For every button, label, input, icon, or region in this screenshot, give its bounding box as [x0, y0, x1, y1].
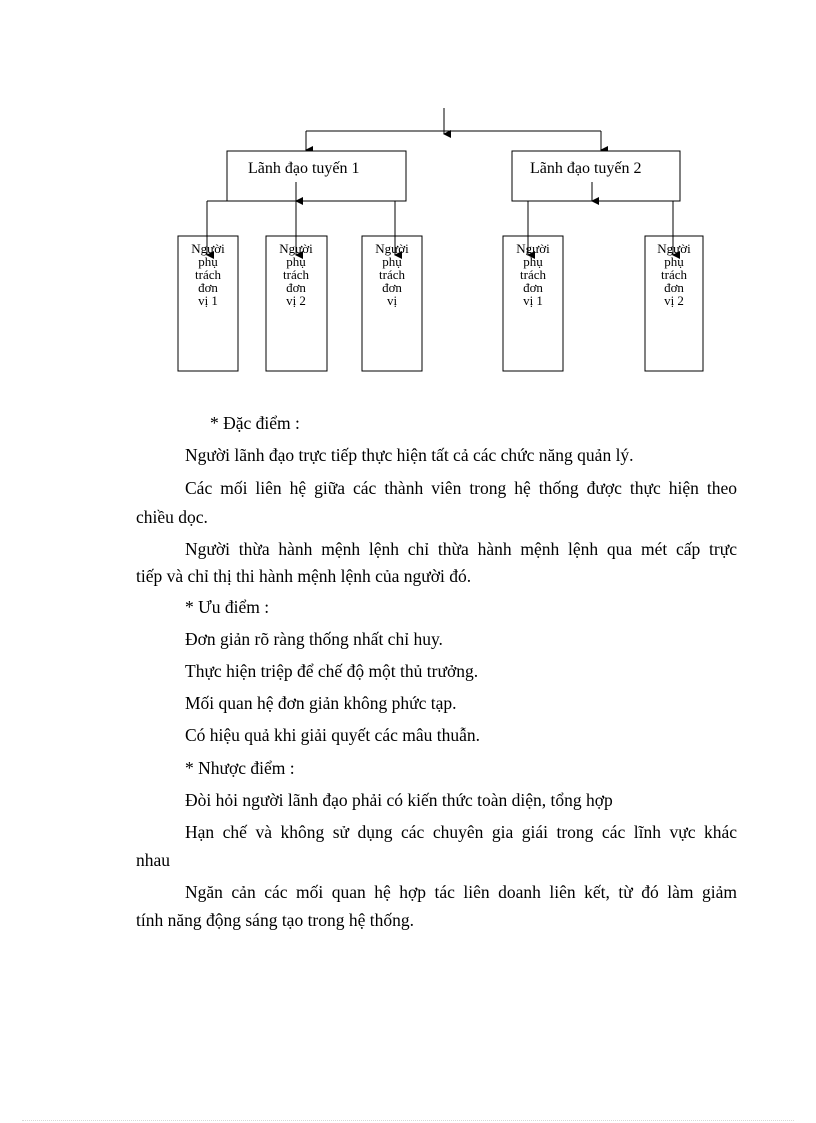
unit-5-line-1: Người	[657, 241, 691, 256]
dac-diem-item-2-line-2: chiều dọc.	[136, 507, 208, 527]
unit-1-line-1: Người	[191, 241, 225, 256]
unit-2-line-1: Người	[279, 241, 313, 256]
unit-2-line-2: phụ	[286, 254, 306, 269]
uu-diem-item-1: Đơn giản rõ ràng thống nhất chỉ huy.	[185, 629, 443, 649]
unit-5-line-2: phụ	[664, 254, 684, 269]
leader-box-2	[512, 151, 680, 201]
dac-diem-item-2-line-1: Các mối liên hệ giữa các thành viên trong hệ thống được thực hiện theo	[185, 478, 737, 498]
unit-4-line-5: vị 1	[523, 293, 543, 308]
unit-4-line-3: trách	[520, 267, 546, 282]
unit-1-line-2: phụ	[198, 254, 218, 269]
unit-box-5	[645, 236, 703, 371]
unit-4-line-1: Người	[516, 241, 550, 256]
nhuoc-diem-item-3-line-2: tính năng động sáng tạo trong hệ thống.	[136, 910, 415, 930]
uu-diem-heading: * Ưu điểm :	[185, 597, 270, 617]
unit-5-line-4: đơn	[664, 280, 684, 295]
uu-diem-item-2: Thực hiện triệp để chế độ một thủ trưởng.	[185, 661, 479, 681]
nhuoc-diem-heading: * Nhược điểm :	[185, 758, 295, 778]
unit-1-line-3: trách	[195, 267, 221, 282]
unit-1-line-4: đơn	[198, 280, 218, 295]
unit-box-4	[503, 236, 563, 371]
dac-diem-heading: * Đặc điểm :	[210, 413, 300, 433]
nhuoc-diem-item-2-line-2: nhau	[136, 850, 171, 870]
unit-2-line-4: đơn	[286, 280, 306, 295]
unit-3-line-3: trách	[379, 267, 405, 282]
unit-4-line-4: đơn	[523, 280, 543, 295]
unit-5-line-5: vị 2	[664, 293, 684, 308]
dac-diem-item-3-line-2: tiếp và chỉ thị thi hành mệnh lệnh của người đó.	[136, 566, 472, 586]
unit-5-line-3: trách	[661, 267, 687, 282]
leader-1-label: Lãnh đạo tuyến 1	[248, 160, 360, 177]
unit-4-line-2: phụ	[523, 254, 543, 269]
page-bottom-rule	[22, 1120, 794, 1121]
leader-box-1	[227, 151, 406, 201]
unit-1-line-5: vị 1	[198, 293, 218, 308]
unit-3-line-2: phụ	[382, 254, 402, 269]
unit-box-2	[266, 236, 327, 371]
nhuoc-diem-item-3-line-1: Ngăn cản các mối quan hệ hợp tác liên doanh liên kết, từ đó làm giảm	[185, 882, 737, 902]
unit-3-line-4: đơn	[382, 280, 402, 295]
dac-diem-item-1: Người lãnh đạo trực tiếp thực hiện tất cả các chức năng quản lý.	[185, 445, 634, 465]
nhuoc-diem-item-1: Đòi hỏi người lãnh đạo phải có kiến thức toàn diện, tổng hợp	[185, 790, 613, 810]
uu-diem-item-3: Mối quan hệ đơn giản không phức tạp.	[185, 693, 457, 713]
nhuoc-diem-item-2-line-1: Hạn chế và không sử dụng các chuyên gia giái trong các lĩnh vực khác	[185, 822, 737, 842]
unit-3-line-5: vị	[386, 293, 398, 308]
leader-2-label: Lãnh đạo tuyến 2	[530, 160, 642, 177]
unit-box-3	[362, 236, 422, 371]
dac-diem-item-3-line-1: Người thừa hành mệnh lệnh chỉ thừa hành mệnh lệnh qua mét cấp trực	[185, 539, 737, 559]
unit-2-line-5: vị 2	[286, 293, 306, 308]
uu-diem-item-4: Có hiệu quả khi giải quyết các mâu thuẫn.	[185, 725, 480, 745]
unit-3-line-1: Người	[375, 241, 409, 256]
unit-2-line-3: trách	[283, 267, 309, 282]
unit-box-1	[178, 236, 238, 371]
org-chart	[0, 0, 816, 400]
